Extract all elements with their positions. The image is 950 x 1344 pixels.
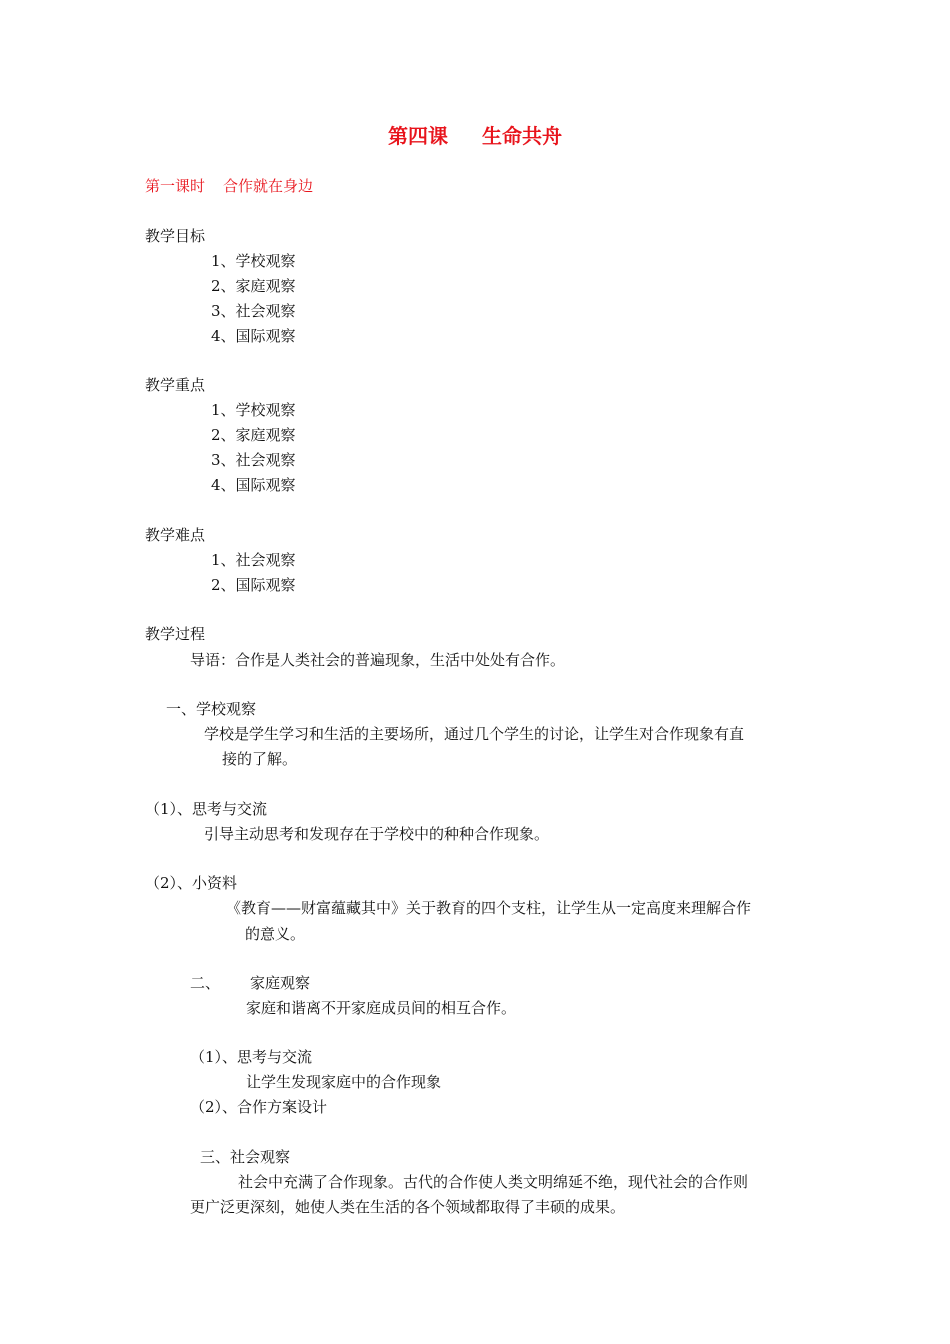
section1-sub1-heading: （1）、思考与交流	[145, 800, 268, 818]
lesson-title	[0, 122, 950, 150]
process-intro: 导语：合作是人类社会的普遍现象，生活中处处有合作。	[190, 651, 566, 669]
key-points-item: 4、国际观察	[211, 476, 296, 494]
title-part2: 生命共舟	[482, 124, 562, 148]
section2-body: 家庭和谐离不开家庭成员间的相互合作。	[246, 999, 517, 1017]
section2-sub2-heading: （2）、合作方案设计	[190, 1098, 328, 1116]
section3-heading: 三、社会观察	[200, 1148, 291, 1166]
lesson-name: 合作就在身边	[223, 177, 314, 195]
section2-number: 二、	[190, 974, 221, 992]
goals-item: 1、学校观察	[211, 252, 296, 270]
section3-body-line2: 更广泛更深刻，她使人类在生活的各个领域都取得了丰硕的成果。	[190, 1198, 626, 1216]
section3-body-line1: 社会中充满了合作现象。古代的合作使人类文明绵延不绝，现代社会的合作则	[238, 1173, 749, 1191]
key-points-heading: 教学重点	[145, 376, 206, 394]
section1-heading: 一、学校观察	[166, 700, 257, 718]
key-points-item: 2、家庭观察	[211, 426, 296, 444]
difficulties-item: 1、社会观察	[211, 551, 296, 569]
section1-body-line2: 接的了解。	[222, 750, 298, 768]
section1-sub2-line2: 的意义。	[245, 925, 306, 943]
section2-title: 家庭观察	[250, 974, 311, 992]
difficulties-heading: 教学难点	[145, 526, 206, 544]
lesson-subtitle	[145, 176, 313, 196]
section1-body-line1: 学校是学生学习和生活的主要场所，通过几个学生的讨论，让学生对合作现象有直	[204, 725, 745, 743]
goals-item: 2、家庭观察	[211, 277, 296, 295]
goals-heading: 教学目标	[145, 227, 206, 245]
goals-item: 4、国际观察	[211, 327, 296, 345]
section2-sub1-body: 让学生发现家庭中的合作现象	[246, 1073, 442, 1091]
process-heading: 教学过程	[145, 625, 206, 643]
section1-sub1-body: 引导主动思考和发现存在于学校中的种种合作现象。	[204, 825, 550, 843]
lesson-number: 第一课时	[145, 177, 206, 195]
goals-item: 3、社会观察	[211, 302, 296, 320]
key-points-item: 1、学校观察	[211, 401, 296, 419]
difficulties-item: 2、国际观察	[211, 576, 296, 594]
title-part1: 第四课	[388, 124, 448, 148]
section2-sub1-heading: （1）、思考与交流	[190, 1048, 313, 1066]
key-points-item: 3、社会观察	[211, 451, 296, 469]
section1-sub2-line1: 《教育——财富蕴藏其中》关于教育的四个支柱，让学生从一定高度来理解合作	[226, 899, 752, 917]
section2-heading	[190, 973, 310, 993]
section1-sub2-heading: （2）、小资料	[145, 874, 238, 892]
